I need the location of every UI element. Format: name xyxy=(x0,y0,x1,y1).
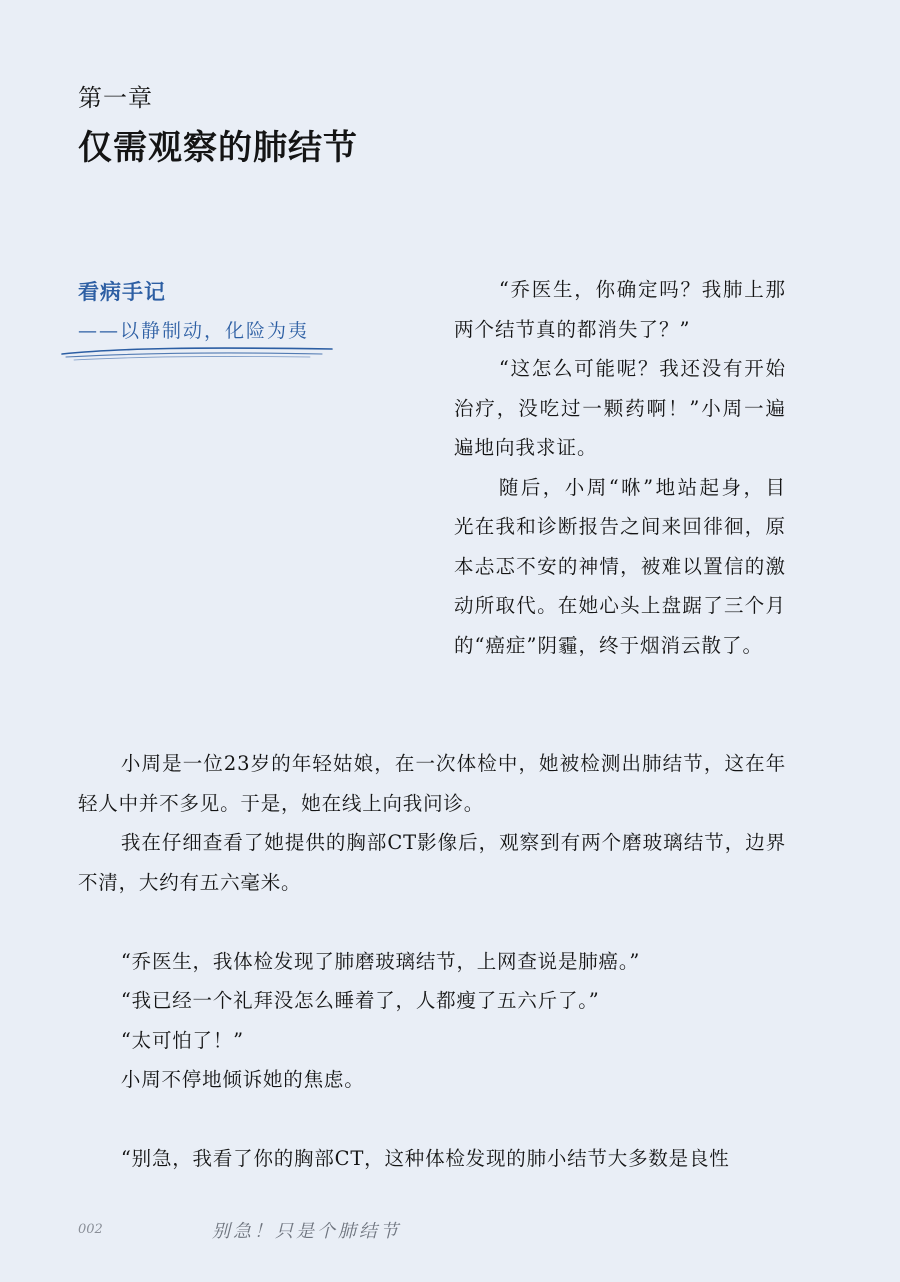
chapter-title: 仅需观察的肺结节 xyxy=(78,128,358,168)
paragraph: 小周不停地倾诉她的焦虑。 xyxy=(120,1068,365,1091)
paragraph-gap xyxy=(78,1100,786,1140)
notes-subtitle: ——以静制动，化险为夷 xyxy=(78,320,310,342)
paragraph: “太可怕了！” xyxy=(120,1028,244,1052)
paragraph: “别急，我看了你的胸部CT，这种体检发现的肺小结节大多数是良性 xyxy=(120,1147,730,1170)
paragraph: “这怎么可能呢？我还没有开始治疗，没吃过一颗药啊！”小周一遍遍地向我求证。 xyxy=(454,357,786,459)
brush-stroke-underline xyxy=(60,344,340,364)
paragraph: 小周是一位23岁的年轻姑娘，在一次体检中，她被检测出肺结节，这在年轻人中并不多见。于是，她在线上向我问诊。 xyxy=(78,752,786,815)
paragraph: 我在仔细查看了她提供的胸部CT影像后，观察到有两个磨玻璃结节，边界不清，大约有五六毫米。 xyxy=(78,831,786,894)
paragraph: “我已经一个礼拜没怎么睡着了，人都瘦了五六斤了。” xyxy=(120,989,600,1012)
notes-block xyxy=(78,276,338,343)
paragraph-gap xyxy=(78,902,786,942)
book-title-footer: 别急！只是个肺结节 xyxy=(212,1221,401,1242)
paragraph: “乔医生，你确定吗？我肺上那两个结节真的都消失了？” xyxy=(454,278,786,341)
paragraph: 随后，小周“咻”地站起身，目光在我和诊断报告之间来回徘徊，原本忐忑不安的神情，被难以置信的激动所取代。在她心头上盘踞了三个月的“癌症”阴霾，终于烟消云散了。 xyxy=(454,475,786,657)
page-number: 002 xyxy=(78,1222,103,1237)
paragraph: “乔医生，我体检发现了肺磨玻璃结节，上网查说是肺癌。” xyxy=(120,949,641,973)
main-text xyxy=(78,744,786,1179)
notes-title: 看病手记 xyxy=(78,279,166,304)
chapter-label: 第一章 xyxy=(78,84,153,112)
opening-dialogue xyxy=(454,270,786,665)
